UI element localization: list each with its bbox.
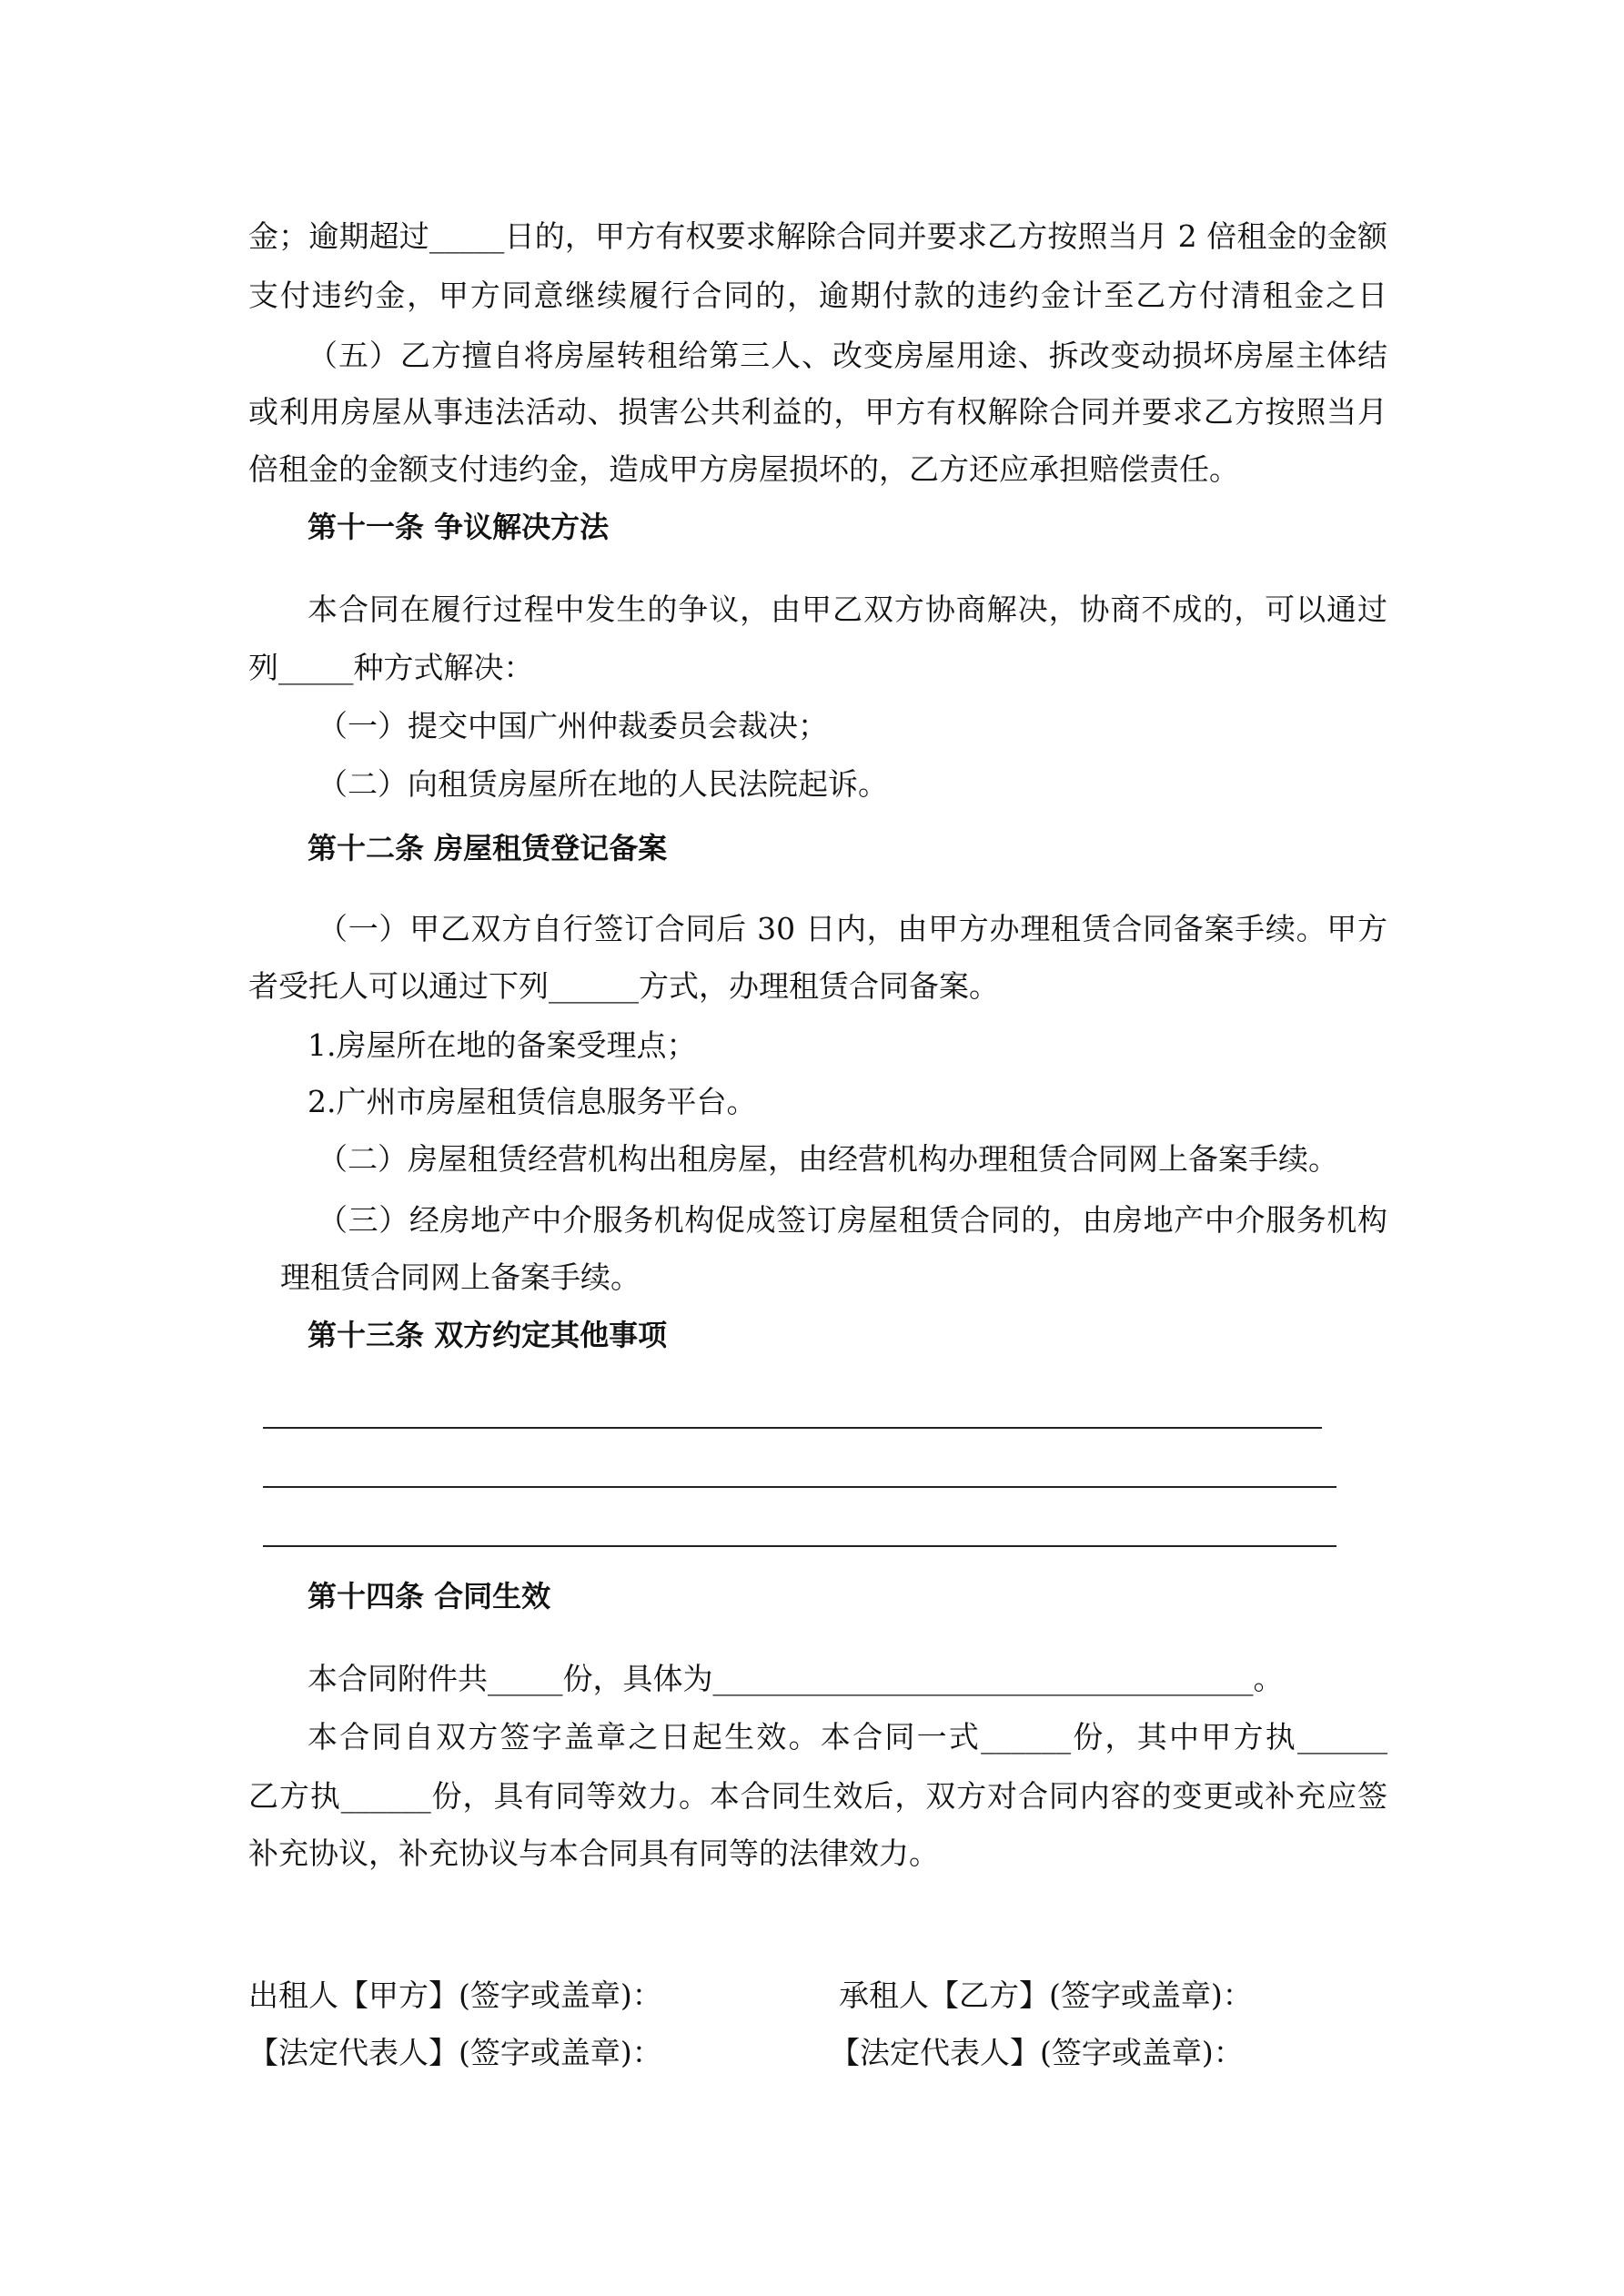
paragraph-line: 本合同在履行过程中发生的争议，由甲乙双方协商解决，协商不成的，可以通过: [308, 592, 1387, 627]
lessor-rep-signature-label: 【法定代表人】(签字或盖章)：: [248, 2035, 662, 2070]
list-item: 1.房屋所在地的备案受理点；: [308, 1027, 697, 1063]
lessor-signature-label: 出租人【甲方】(签字或盖章)：: [248, 1977, 662, 2013]
paragraph-line: 乙方执______份，具有同等效力。本合同生效后，双方对合同内容的变更或补充应签: [248, 1778, 1387, 1814]
paragraph-line: 本合同附件共_____份，具体为____________________________________。: [308, 1661, 1284, 1696]
section-heading-14: 第十四条 合同生效: [308, 1579, 551, 1613]
blank-rule: [263, 1545, 1337, 1547]
list-item: （二）向租赁房屋所在地的人民法院起诉。: [318, 766, 888, 802]
paragraph-line: 补充协议，补充协议与本合同具有同等的法律效力。: [248, 1836, 939, 1871]
paragraph-line: 或利用房屋从事违法活动、损害公共利益的，甲方有权解除合同并要求乙方按照当月: [248, 394, 1387, 430]
section-heading-13: 第十三条 双方约定其他事项: [308, 1318, 668, 1352]
lessee-rep-signature-label: 【法定代表人】(签字或盖章)：: [830, 2035, 1244, 2070]
list-item: （一）提交中国广州仲裁委员会裁决；: [318, 708, 828, 743]
paragraph-line: 倍租金的金额支付违约金，造成甲方房屋损坏的，乙方还应承担赔偿责任。: [248, 451, 1239, 487]
paragraph-line: 理租赁合同网上备案手续。: [280, 1259, 641, 1295]
blank-rule: [263, 1427, 1322, 1429]
paragraph-line: 者受托人可以通过下列______方式，办理租赁合同备案。: [248, 968, 999, 1004]
blank-rule: [263, 1486, 1337, 1488]
paragraph-line: 金；逾期超过_____日的，甲方有权要求解除合同并要求乙方按照当月 2 倍租金的金额: [248, 218, 1387, 254]
paragraph-line: （一）甲乙双方自行签订合同后 30 日内，由甲方办理租赁合同备案手续。甲方: [318, 911, 1387, 946]
list-item: （二）房屋租赁经营机构出租房屋，由经营机构办理租赁合同网上备案手续。: [318, 1141, 1338, 1177]
paragraph-line: 支付违约金，甲方同意继续履行合同的，逾期付款的违约金计至乙方付清租金之日: [248, 278, 1387, 313]
section-heading-11: 第十一条 争议解决方法: [308, 510, 610, 544]
paragraph-line: （五）乙方擅自将房屋转租给第三人、改变房屋用途、拆改变动损坏房屋主体结: [308, 338, 1387, 373]
lessee-signature-label: 承租人【乙方】(签字或盖章)：: [839, 1977, 1253, 2013]
list-item: （三）经房地产中介服务机构促成签订房屋租赁合同的，由房地产中介服务机构: [318, 1202, 1387, 1238]
paragraph-line: 本合同自双方签字盖章之日起生效。本合同一式______份，其中甲方执______: [308, 1719, 1387, 1755]
section-heading-12: 第十二条 房屋租赁登记备案: [308, 831, 668, 865]
paragraph-line: 列_____种方式解决：: [248, 650, 534, 685]
list-item: 2.广州市房屋租赁信息服务平台。: [308, 1084, 757, 1119]
